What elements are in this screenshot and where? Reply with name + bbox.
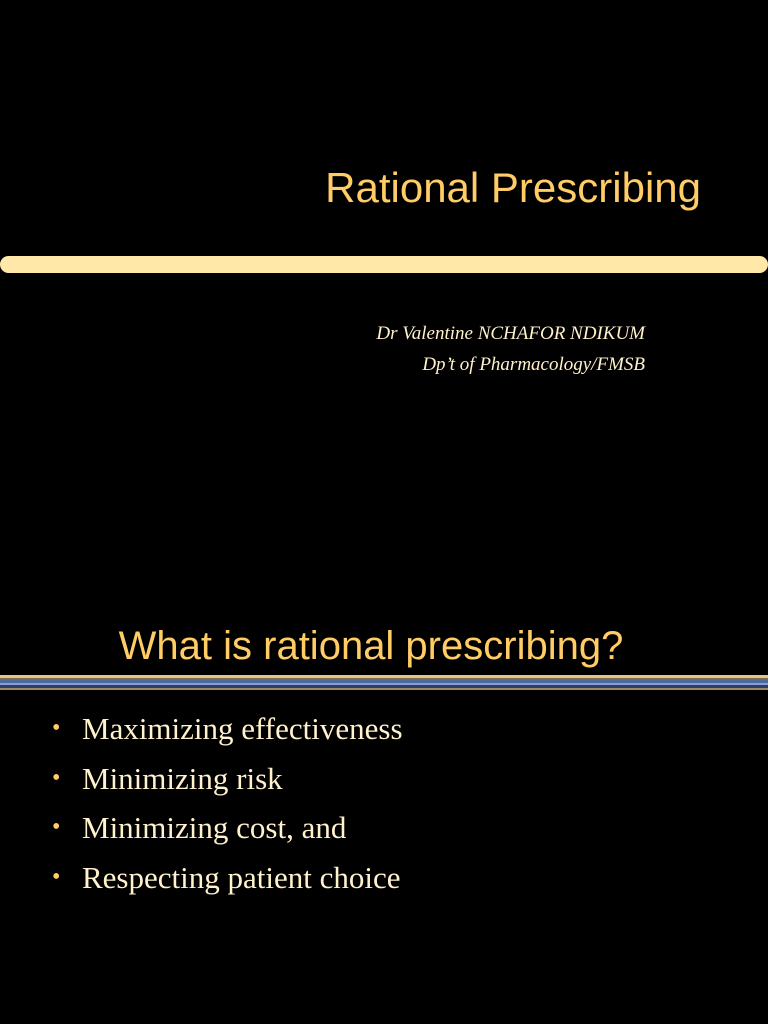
slide-2: [0, 576, 768, 1024]
bullet-icon: •: [52, 814, 61, 840]
list-item: [52, 810, 403, 860]
list-item-text: Minimizing risk: [82, 760, 283, 796]
list-item: [52, 761, 403, 811]
list-item-text: Respecting patient choice: [82, 859, 401, 895]
list-item: [52, 860, 403, 910]
bullet-icon: •: [52, 715, 61, 741]
bullet-icon: •: [52, 863, 61, 890]
author-affiliation: Dp’t of Pharmacology/FMSB: [422, 354, 645, 375]
list-item: [52, 711, 403, 761]
list-item-text: Maximizing effectiveness: [82, 711, 403, 746]
bullet-list: [52, 711, 403, 909]
title-divider-bar: [0, 256, 768, 273]
bullet-icon: •: [52, 764, 61, 791]
title-divider-rule: [0, 675, 768, 691]
slide-title: What is rational prescribing?: [118, 624, 624, 668]
author-block: [376, 318, 645, 380]
author-name: Dr Valentine NCHAFOR NDIKUM: [376, 323, 645, 344]
slide-title: Rational Prescribing: [325, 164, 701, 211]
list-item-text: Minimizing cost, and: [82, 810, 347, 845]
